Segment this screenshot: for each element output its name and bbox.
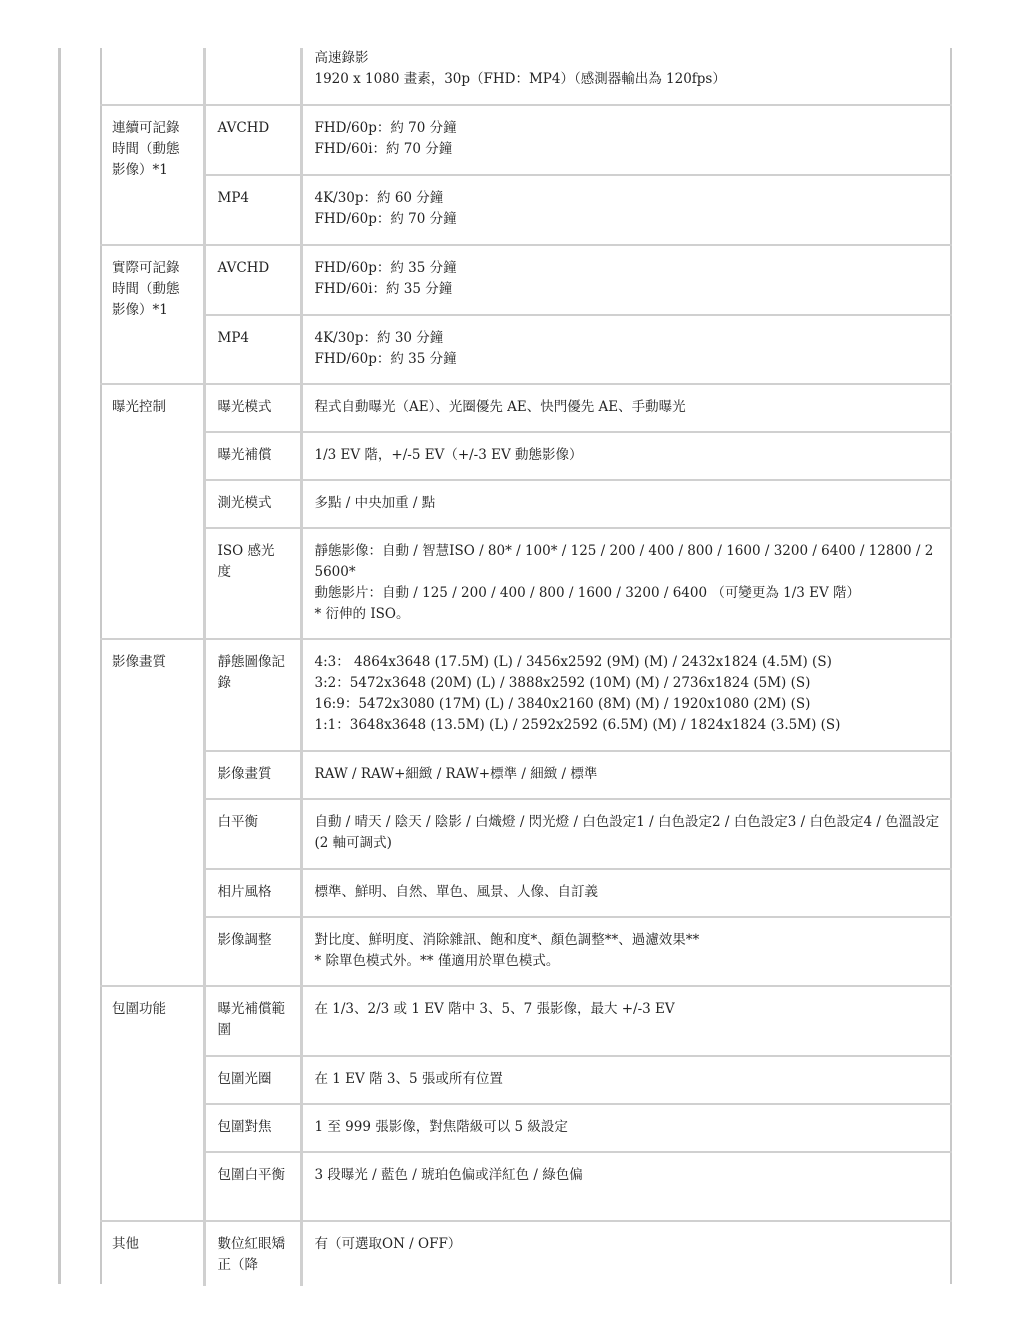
table-row <box>100 105 952 175</box>
value-line: 標準、鮮明、自然、單色、風景、人像、自訂義 <box>314 884 598 900</box>
table-row <box>100 432 952 480</box>
label-cell: 靜態圖像記錄 <box>204 639 301 751</box>
label-cell: 數位紅眼矯正（降 <box>204 1221 301 1286</box>
value-line: FHD/60p：約 35 分鐘 <box>314 260 457 276</box>
left-margin-rule <box>58 48 61 1284</box>
label-cell: 白平衡 <box>204 799 301 869</box>
group-cell: 其他 <box>100 1221 204 1286</box>
value-line: RAW / RAW+細緻 / RAW+標準 / 細緻 / 標準 <box>314 766 598 782</box>
label-cell <box>204 48 301 105</box>
table-row <box>100 315 952 384</box>
value-cell <box>301 1056 952 1104</box>
group-cell: 曝光控制 <box>100 384 204 639</box>
value-line: * 衍伸的 ISO。 <box>314 606 410 622</box>
table-row <box>100 1056 952 1104</box>
label-cell: 影像畫質 <box>204 751 301 799</box>
label-cell: ISO 感光度 <box>204 528 301 639</box>
value-line: 1:1：3648x3648 (13.5M) (L) / 2592x2592 (6.5M) (M) / 1824x1824 (3.5M) (S) <box>314 717 841 733</box>
label-cell: 曝光模式 <box>204 384 301 432</box>
value-line: 多點 / 中央加重 / 點 <box>314 495 436 511</box>
label-cell: 曝光補償 <box>204 432 301 480</box>
label-cell: 相片風格 <box>204 869 301 917</box>
table-row <box>100 384 952 432</box>
value-cell <box>301 799 952 869</box>
value-line: 在 1/3、2/3 或 1 EV 階中 3、5、7 張影像，最大 +/-3 EV <box>314 1001 675 1017</box>
group-cell: 實際可記錄時間（動態影像）*1 <box>100 245 204 384</box>
table-row <box>100 480 952 528</box>
value-line: 4K/30p：約 30 分鐘 <box>314 330 444 346</box>
label-cell: 包圍對焦 <box>204 1104 301 1152</box>
label-cell: AVCHD <box>204 105 301 175</box>
label-cell: 測光模式 <box>204 480 301 528</box>
value-line: * 除單色模式外。** 僅適用於單色模式。 <box>314 953 560 969</box>
label-cell: MP4 <box>204 315 301 384</box>
value-line: 有（可選取ON / OFF） <box>314 1236 462 1252</box>
value-line: 16:9：5472x3080 (17M) (L) / 3840x2160 (8M) (M) / 1920x1080 (2M) (S) <box>314 696 811 712</box>
table-row <box>100 1152 952 1221</box>
value-line: 4K/30p：約 60 分鐘 <box>314 190 444 206</box>
label-cell: AVCHD <box>204 245 301 315</box>
value-line: FHD/60i：約 70 分鐘 <box>314 141 453 157</box>
table-row <box>100 1221 952 1286</box>
spec-table <box>100 48 952 1286</box>
value-line: 3:2：5472x3648 (20M) (L) / 3888x2592 (10M) (M) / 2736x1824 (5M) (S) <box>314 675 811 691</box>
value-cell <box>301 1104 952 1152</box>
label-cell: 包圍白平衡 <box>204 1152 301 1221</box>
table-row <box>100 175 952 245</box>
value-line: FHD/60i：約 35 分鐘 <box>314 281 453 297</box>
value-line: 1 至 999 張影像，對焦階級可以 5 級設定 <box>314 1119 568 1135</box>
value-line: 在 1 EV 階 3、5 張或所有位置 <box>314 1071 503 1087</box>
value-cell <box>301 986 952 1056</box>
value-cell <box>301 105 952 175</box>
group-cell: 影像畫質 <box>100 639 204 986</box>
value-line: 高速錄影 <box>314 50 369 66</box>
table-row <box>100 869 952 917</box>
value-cell <box>301 1221 952 1286</box>
value-line: FHD/60p：約 70 分鐘 <box>314 120 457 136</box>
table-row <box>100 1104 952 1152</box>
value-line: 程式自動曝光（AE）、光圈優先 AE、快門優先 AE、手動曝光 <box>314 399 686 415</box>
value-line: FHD/60p：約 70 分鐘 <box>314 211 457 227</box>
value-line: 靜態影像：自動 / 智慧ISO / 80* / 100* / 125 / 200 / 400 / 800 / 1600 / 3200 / 6400 / 12800 / 25600* <box>314 543 934 580</box>
value-line: 對比度、鮮明度、消除雜訊、飽和度*、顏色調整**、過濾效果** <box>314 932 700 948</box>
value-cell <box>301 48 952 105</box>
value-cell <box>301 1152 952 1221</box>
value-cell <box>301 751 952 799</box>
value-cell <box>301 384 952 432</box>
label-cell: 影像調整 <box>204 917 301 986</box>
group-cell: 連續可記錄時間（動態影像）*1 <box>100 105 204 245</box>
table-row <box>100 245 952 315</box>
value-cell <box>301 175 952 245</box>
table-row <box>100 528 952 639</box>
table-row <box>100 986 952 1056</box>
group-cell <box>100 48 204 105</box>
table-row <box>100 639 952 751</box>
value-line: FHD/60p：約 35 分鐘 <box>314 351 457 367</box>
value-line: 動態影片：自動 / 125 / 200 / 400 / 800 / 1600 / 3200 / 6400 （可變更為 1/3 EV 階） <box>314 585 861 601</box>
table-row <box>100 799 952 869</box>
value-cell <box>301 315 952 384</box>
value-line: 1920 x 1080 畫素，30p（FHD：MP4）（感測器輸出為 120fps） <box>314 71 726 87</box>
label-cell: 曝光補償範圍 <box>204 986 301 1056</box>
value-line: 自動 / 晴天 / 陰天 / 陰影 / 白熾燈 / 閃光燈 / 白色設定1 / 白色設定2 / 白色設定3 / 白色設定4 / 色溫設定 (2 軸可調式) <box>314 814 940 851</box>
value-line: 1/3 EV 階，+/-5 EV（+/-3 EV 動態影像） <box>314 447 583 463</box>
label-cell: MP4 <box>204 175 301 245</box>
value-cell <box>301 432 952 480</box>
value-cell <box>301 917 952 986</box>
group-cell: 包圍功能 <box>100 986 204 1221</box>
value-line: 3 段曝光 / 藍色 / 琥珀色偏或洋紅色 / 綠色偏 <box>314 1167 583 1183</box>
label-cell: 包圍光圈 <box>204 1056 301 1104</box>
value-cell <box>301 528 952 639</box>
value-cell <box>301 639 952 751</box>
value-cell <box>301 869 952 917</box>
table-row <box>100 48 952 105</box>
table-row <box>100 917 952 986</box>
value-cell <box>301 245 952 315</box>
value-cell <box>301 480 952 528</box>
table-row <box>100 751 952 799</box>
value-line: 4:3： 4864x3648 (17.5M) (L) / 3456x2592 (9M) (M) / 2432x1824 (4.5M) (S) <box>314 654 832 670</box>
